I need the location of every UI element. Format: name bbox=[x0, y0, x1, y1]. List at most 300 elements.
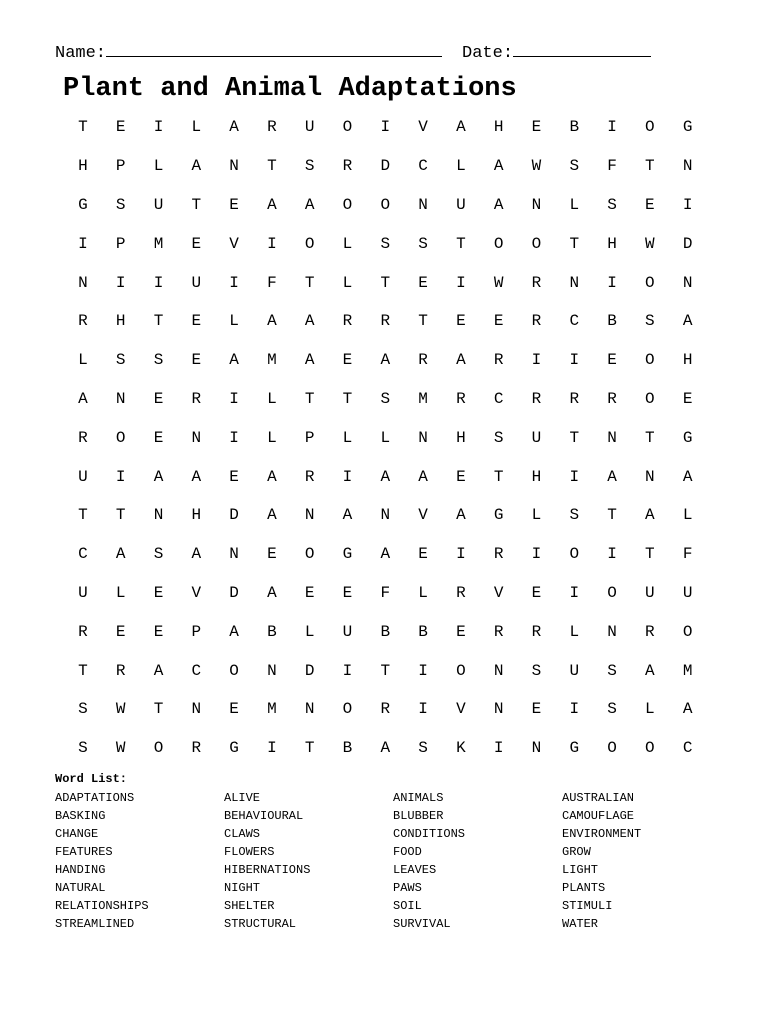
word-list-item: SHELTER bbox=[224, 899, 275, 913]
grid-letter: B bbox=[569, 118, 580, 137]
grid-letter: G bbox=[493, 506, 504, 525]
grid-letter: A bbox=[153, 467, 164, 486]
grid-letter: I bbox=[456, 273, 466, 292]
grid-letter: O bbox=[569, 545, 580, 564]
grid-row bbox=[64, 147, 707, 186]
grid-letter: N bbox=[229, 157, 239, 176]
grid-letter: A bbox=[267, 312, 277, 331]
word-list-item: RELATIONSHIPS bbox=[55, 899, 149, 913]
grid-letter: T bbox=[342, 389, 353, 408]
grid-letter: L bbox=[342, 428, 353, 447]
grid-letter: A bbox=[267, 195, 277, 214]
grid-letter: D bbox=[229, 506, 239, 525]
grid-letter: O bbox=[456, 661, 466, 680]
word-list-item: ENVIRONMENT bbox=[562, 827, 642, 841]
grid-letter: G bbox=[682, 118, 693, 137]
grid-row bbox=[64, 574, 707, 613]
grid-letter: T bbox=[607, 506, 617, 525]
grid-letter: A bbox=[493, 195, 504, 214]
grid-letter: O bbox=[342, 195, 353, 214]
grid-letter: O bbox=[342, 118, 353, 137]
grid-letter: A bbox=[342, 506, 353, 525]
grid-letter: W bbox=[115, 739, 126, 758]
grid-letter: T bbox=[78, 661, 88, 680]
grid-letter: M bbox=[267, 351, 277, 370]
word-list-item: NATURAL bbox=[55, 881, 106, 895]
grid-letter: T bbox=[304, 273, 315, 292]
grid-letter: T bbox=[191, 195, 202, 214]
grid-letter: W bbox=[531, 157, 542, 176]
grid-letter: T bbox=[153, 700, 164, 719]
grid-row bbox=[64, 341, 707, 380]
grid-letter: O bbox=[607, 583, 617, 602]
grid-letter: I bbox=[229, 273, 239, 292]
grid-letter: I bbox=[115, 467, 126, 486]
grid-letter: N bbox=[418, 428, 428, 447]
grid-letter: S bbox=[569, 157, 580, 176]
grid-row bbox=[64, 535, 707, 574]
grid-letter: U bbox=[304, 118, 315, 137]
grid-letter: S bbox=[607, 195, 617, 214]
word-list-item: WATER bbox=[562, 917, 599, 931]
grid-letter: T bbox=[78, 506, 88, 525]
grid-letter: N bbox=[418, 195, 428, 214]
grid-letter: I bbox=[229, 428, 239, 447]
grid-letter: R bbox=[380, 700, 391, 719]
grid-letter: S bbox=[418, 739, 428, 758]
word-list-item: ALIVE bbox=[224, 791, 261, 805]
word-list-item: PAWS bbox=[393, 881, 422, 895]
grid-letter: O bbox=[153, 739, 164, 758]
grid-letter: L bbox=[153, 157, 164, 176]
name-date-line bbox=[55, 40, 651, 63]
name-field[interactable] bbox=[106, 40, 442, 57]
grid-letter: A bbox=[456, 118, 466, 137]
grid-letter: I bbox=[607, 545, 617, 564]
grid-letter: A bbox=[191, 157, 202, 176]
grid-letter: O bbox=[531, 234, 542, 253]
grid-letter: P bbox=[304, 428, 315, 447]
grid-letter: R bbox=[115, 661, 126, 680]
grid-letter: C bbox=[682, 739, 693, 758]
grid-letter: S bbox=[569, 506, 580, 525]
grid-letter: N bbox=[380, 506, 391, 525]
grid-letter: S bbox=[153, 545, 164, 564]
grid-letter: R bbox=[607, 389, 617, 408]
grid-letter: R bbox=[342, 312, 353, 331]
grid-letter: B bbox=[267, 622, 277, 641]
grid-letter: A bbox=[267, 467, 277, 486]
grid-letter: U bbox=[645, 583, 655, 602]
grid-letter: G bbox=[229, 739, 239, 758]
grid-letter: N bbox=[607, 428, 617, 447]
grid-letter: O bbox=[115, 428, 126, 447]
grid-letter: S bbox=[115, 351, 126, 370]
grid-letter: T bbox=[456, 234, 466, 253]
grid-letter: E bbox=[531, 118, 542, 137]
word-list-item: BASKING bbox=[55, 809, 106, 823]
grid-letter: L bbox=[342, 234, 353, 253]
grid-row bbox=[64, 418, 707, 457]
grid-letter: H bbox=[456, 428, 466, 447]
grid-letter: R bbox=[493, 351, 504, 370]
word-list-item: SOIL bbox=[393, 899, 422, 913]
grid-letter: P bbox=[115, 157, 126, 176]
grid-letter: V bbox=[229, 234, 239, 253]
word-list-item: CHANGE bbox=[55, 827, 99, 841]
grid-letter: N bbox=[153, 506, 164, 525]
grid-letter: I bbox=[380, 118, 391, 137]
grid-letter: S bbox=[493, 428, 504, 447]
grid-letter: T bbox=[418, 312, 428, 331]
word-list bbox=[55, 791, 735, 935]
word-list-item: BEHAVIOURAL bbox=[224, 809, 304, 823]
grid-letter: A bbox=[456, 506, 466, 525]
grid-letter: N bbox=[493, 661, 504, 680]
grid-letter: L bbox=[267, 428, 277, 447]
grid-letter: A bbox=[645, 661, 655, 680]
word-list-item: FEATURES bbox=[55, 845, 113, 859]
grid-letter: T bbox=[78, 118, 88, 137]
grid-letter: A bbox=[493, 157, 504, 176]
grid-row bbox=[64, 457, 707, 496]
grid-letter: O bbox=[493, 234, 504, 253]
grid-letter: B bbox=[380, 622, 391, 641]
grid-letter: T bbox=[153, 312, 164, 331]
grid-letter: R bbox=[569, 389, 580, 408]
grid-letter: A bbox=[682, 700, 693, 719]
grid-letter: L bbox=[456, 157, 466, 176]
grid-letter: N bbox=[304, 506, 315, 525]
grid-letter: S bbox=[304, 157, 315, 176]
grid-letter: N bbox=[115, 389, 126, 408]
grid-letter: T bbox=[304, 739, 315, 758]
grid-letter: E bbox=[645, 195, 655, 214]
grid-letter: M bbox=[418, 389, 428, 408]
grid-letter: R bbox=[342, 157, 353, 176]
grid-letter: V bbox=[418, 506, 428, 525]
grid-letter: V bbox=[493, 583, 504, 602]
word-list-item: STRUCTURAL bbox=[224, 917, 297, 931]
date-label: Date: bbox=[462, 44, 514, 63]
grid-letter: R bbox=[531, 389, 542, 408]
grid-letter: R bbox=[78, 622, 88, 641]
grid-letter: A bbox=[645, 506, 655, 525]
grid-letter: R bbox=[191, 739, 202, 758]
grid-letter: A bbox=[418, 467, 428, 486]
grid-letter: U bbox=[153, 195, 164, 214]
grid-letter: U bbox=[456, 195, 466, 214]
grid-letter: E bbox=[418, 545, 428, 564]
grid-letter: A bbox=[304, 351, 315, 370]
grid-letter: A bbox=[304, 312, 315, 331]
grid-letter: P bbox=[115, 234, 126, 253]
grid-row bbox=[64, 108, 707, 147]
grid-letter: F bbox=[267, 273, 277, 292]
grid-letter: N bbox=[569, 273, 580, 292]
grid-letter: I bbox=[569, 700, 580, 719]
grid-letter: I bbox=[569, 351, 580, 370]
grid-letter: L bbox=[531, 506, 542, 525]
grid-letter: R bbox=[531, 273, 542, 292]
grid-letter: R bbox=[531, 622, 542, 641]
grid-letter: C bbox=[418, 157, 428, 176]
word-list-item: CLAWS bbox=[224, 827, 261, 841]
grid-letter: L bbox=[682, 506, 693, 525]
grid-row bbox=[64, 224, 707, 263]
grid-letter: I bbox=[342, 467, 353, 486]
word-list-item: SURVIVAL bbox=[393, 917, 451, 931]
grid-letter: I bbox=[607, 273, 617, 292]
grid-letter: I bbox=[115, 273, 126, 292]
grid-letter: A bbox=[115, 545, 126, 564]
grid-letter: E bbox=[229, 700, 239, 719]
grid-letter: U bbox=[342, 622, 353, 641]
grid-letter: L bbox=[645, 700, 655, 719]
grid-letter: N bbox=[682, 273, 693, 292]
grid-letter: S bbox=[380, 389, 391, 408]
grid-letter: N bbox=[607, 622, 617, 641]
date-field[interactable] bbox=[513, 40, 651, 57]
grid-letter: A bbox=[682, 312, 693, 331]
grid-row bbox=[64, 612, 707, 651]
word-list-item: CONDITIONS bbox=[393, 827, 466, 841]
grid-letter: G bbox=[569, 739, 580, 758]
grid-letter: E bbox=[153, 622, 164, 641]
grid-letter: U bbox=[682, 583, 693, 602]
grid-letter: N bbox=[493, 700, 504, 719]
grid-letter: R bbox=[78, 428, 88, 447]
grid-letter: I bbox=[607, 118, 617, 137]
grid-letter: L bbox=[569, 195, 580, 214]
grid-letter: S bbox=[645, 312, 655, 331]
grid-letter: T bbox=[380, 273, 391, 292]
grid-letter: H bbox=[115, 312, 126, 331]
grid-letter: A bbox=[229, 351, 239, 370]
grid-letter: O bbox=[342, 700, 353, 719]
grid-letter: D bbox=[229, 583, 239, 602]
grid-letter: T bbox=[569, 234, 580, 253]
grid-letter: L bbox=[229, 312, 239, 331]
word-list-item: LEAVES bbox=[393, 863, 437, 877]
grid-letter: S bbox=[418, 234, 428, 253]
grid-letter: W bbox=[493, 273, 504, 292]
grid-letter: F bbox=[607, 157, 617, 176]
grid-letter: S bbox=[78, 700, 88, 719]
grid-letter: I bbox=[153, 118, 164, 137]
grid-letter: T bbox=[645, 428, 655, 447]
grid-letter: I bbox=[531, 545, 542, 564]
grid-letter: S bbox=[78, 739, 88, 758]
grid-letter: I bbox=[456, 545, 466, 564]
grid-letter: T bbox=[645, 157, 655, 176]
grid-letter: G bbox=[78, 195, 88, 214]
grid-letter: N bbox=[229, 545, 239, 564]
grid-letter: H bbox=[78, 157, 88, 176]
word-list-item: CAMOUFLAGE bbox=[562, 809, 635, 823]
word-list-item: GROW bbox=[562, 845, 591, 859]
grid-letter: E bbox=[229, 195, 239, 214]
grid-letter: F bbox=[380, 583, 391, 602]
grid-letter: E bbox=[191, 234, 202, 253]
grid-letter: E bbox=[229, 467, 239, 486]
grid-letter: D bbox=[304, 661, 315, 680]
grid-letter: T bbox=[380, 661, 391, 680]
grid-letter: T bbox=[493, 467, 504, 486]
grid-letter: I bbox=[418, 661, 428, 680]
grid-letter: T bbox=[569, 428, 580, 447]
word-list-item: PLANTS bbox=[562, 881, 606, 895]
grid-letter: L bbox=[191, 118, 202, 137]
grid-letter: S bbox=[531, 661, 542, 680]
grid-letter: C bbox=[78, 545, 88, 564]
grid-letter: O bbox=[645, 389, 655, 408]
grid-letter: N bbox=[78, 273, 88, 292]
grid-letter: I bbox=[267, 739, 277, 758]
word-list-item: ANIMALS bbox=[393, 791, 444, 805]
grid-letter: B bbox=[342, 739, 353, 758]
grid-row bbox=[64, 263, 707, 302]
grid-letter: E bbox=[191, 351, 202, 370]
grid-letter: B bbox=[418, 622, 428, 641]
grid-letter: I bbox=[418, 700, 428, 719]
grid-letter: N bbox=[191, 700, 202, 719]
grid-letter: H bbox=[682, 351, 693, 370]
grid-letter: A bbox=[304, 195, 315, 214]
grid-letter: R bbox=[78, 312, 88, 331]
grid-letter: E bbox=[342, 351, 353, 370]
grid-letter: E bbox=[153, 428, 164, 447]
grid-letter: A bbox=[380, 351, 391, 370]
grid-letter: A bbox=[607, 467, 617, 486]
grid-letter: B bbox=[607, 312, 617, 331]
grid-letter: I bbox=[229, 389, 239, 408]
grid-letter: O bbox=[645, 118, 655, 137]
grid-letter: N bbox=[267, 661, 277, 680]
grid-letter: E bbox=[531, 700, 542, 719]
grid-letter: O bbox=[304, 545, 315, 564]
grid-letter: E bbox=[531, 583, 542, 602]
name-label: Name: bbox=[55, 44, 107, 63]
grid-letter: T bbox=[115, 506, 126, 525]
grid-letter: I bbox=[569, 583, 580, 602]
grid-letter: E bbox=[153, 583, 164, 602]
grid-letter: E bbox=[267, 545, 277, 564]
word-list-item: LIGHT bbox=[562, 863, 599, 877]
grid-letter: N bbox=[531, 739, 542, 758]
word-list-item: FOOD bbox=[393, 845, 422, 859]
grid-letter: R bbox=[645, 622, 655, 641]
grid-letter: L bbox=[569, 622, 580, 641]
grid-letter: R bbox=[380, 312, 391, 331]
grid-letter: U bbox=[191, 273, 202, 292]
grid-letter: O bbox=[682, 622, 693, 641]
grid-letter: L bbox=[267, 389, 277, 408]
grid-letter: E bbox=[418, 273, 428, 292]
grid-letter: T bbox=[304, 389, 315, 408]
grid-letter: H bbox=[493, 118, 504, 137]
grid-letter: O bbox=[229, 661, 239, 680]
grid-letter: G bbox=[682, 428, 693, 447]
grid-letter: R bbox=[191, 389, 202, 408]
grid-row bbox=[64, 651, 707, 690]
grid-letter: V bbox=[456, 700, 466, 719]
word-list-item: NIGHT bbox=[224, 881, 261, 895]
grid-letter: A bbox=[380, 545, 391, 564]
grid-letter: A bbox=[380, 467, 391, 486]
grid-letter: D bbox=[682, 234, 693, 253]
grid-letter: S bbox=[115, 195, 126, 214]
grid-letter: O bbox=[645, 739, 655, 758]
word-list-item: HIBERNATIONS bbox=[224, 863, 311, 877]
word-list-item: AUSTRALIAN bbox=[562, 791, 635, 805]
grid-letter: L bbox=[342, 273, 353, 292]
grid-letter: E bbox=[115, 118, 126, 137]
grid-letter: C bbox=[493, 389, 504, 408]
grid-letter: A bbox=[267, 583, 277, 602]
grid-letter: L bbox=[78, 351, 88, 370]
grid-letter: D bbox=[380, 157, 391, 176]
grid-letter: U bbox=[531, 428, 542, 447]
grid-letter: I bbox=[569, 467, 580, 486]
grid-letter: L bbox=[418, 583, 428, 602]
grid-row bbox=[64, 690, 707, 729]
grid-letter: A bbox=[153, 661, 164, 680]
grid-letter: E bbox=[682, 389, 693, 408]
grid-letter: M bbox=[682, 661, 693, 680]
grid-letter: R bbox=[456, 389, 466, 408]
grid-letter: S bbox=[607, 700, 617, 719]
grid-letter: E bbox=[456, 622, 466, 641]
grid-letter: A bbox=[191, 545, 202, 564]
word-search-grid bbox=[64, 108, 707, 768]
grid-row bbox=[64, 186, 707, 225]
grid-letter: S bbox=[153, 351, 164, 370]
grid-letter: N bbox=[191, 428, 202, 447]
grid-letter: R bbox=[456, 583, 466, 602]
word-list-item: ADAPTATIONS bbox=[55, 791, 135, 805]
grid-letter: A bbox=[456, 351, 466, 370]
grid-letter: U bbox=[78, 583, 88, 602]
grid-letter: A bbox=[229, 622, 239, 641]
grid-letter: A bbox=[229, 118, 239, 137]
grid-letter: I bbox=[342, 661, 353, 680]
grid-letter: E bbox=[342, 583, 353, 602]
grid-letter: A bbox=[380, 739, 391, 758]
grid-letter: C bbox=[569, 312, 580, 331]
grid-letter: O bbox=[380, 195, 391, 214]
word-list-item: BLUBBER bbox=[393, 809, 444, 823]
grid-letter: T bbox=[267, 157, 277, 176]
grid-letter: I bbox=[78, 234, 88, 253]
grid-letter: E bbox=[153, 389, 164, 408]
grid-letter: A bbox=[682, 467, 693, 486]
grid-letter: I bbox=[531, 351, 542, 370]
grid-letter: E bbox=[304, 583, 315, 602]
grid-letter: N bbox=[304, 700, 315, 719]
grid-letter: O bbox=[645, 273, 655, 292]
grid-letter: I bbox=[267, 234, 277, 253]
grid-letter: N bbox=[531, 195, 542, 214]
grid-letter: G bbox=[342, 545, 353, 564]
grid-letter: O bbox=[645, 351, 655, 370]
grid-letter: E bbox=[456, 312, 466, 331]
grid-letter: E bbox=[607, 351, 617, 370]
grid-letter: R bbox=[304, 467, 315, 486]
grid-row bbox=[64, 496, 707, 535]
grid-letter: R bbox=[531, 312, 542, 331]
grid-letter: H bbox=[607, 234, 617, 253]
